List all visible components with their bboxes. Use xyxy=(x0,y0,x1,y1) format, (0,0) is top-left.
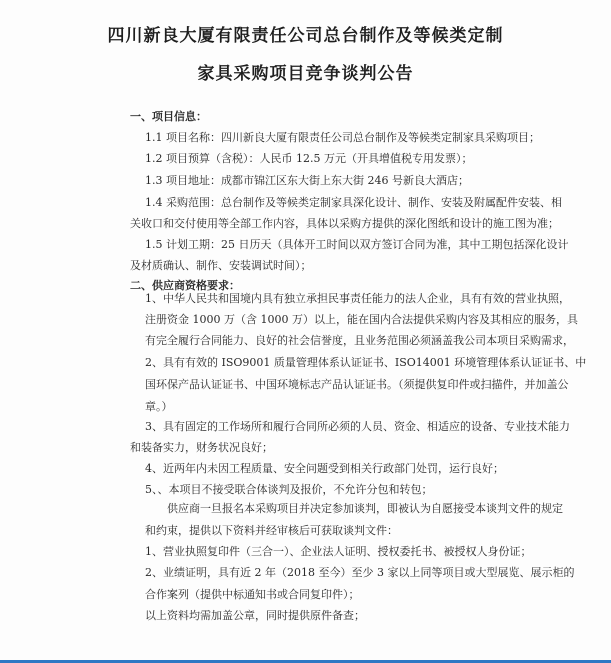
text-line: 5、、本项目不接受联合体谈判及报价，不允许分包和转包； xyxy=(145,483,433,496)
section-heading-project-info: 一、项目信息： xyxy=(130,110,207,123)
text-line: 1、中华人民共和国境内具有独立承担民事责任能力的法人企业，具有有效的营业执照， xyxy=(145,292,570,305)
text-line: 以上资料均需加盖公章，同时提供原件备查； xyxy=(145,609,365,622)
text-line: 4、近两年内未因工程质量、安全问题受到相关行政部门处罚，运行良好； xyxy=(145,462,504,475)
text-line: 国环保产品认证证书、中国环境标志产品认证证书。（须提供复印件或扫描件，并加盖公 xyxy=(145,378,569,391)
text-line: 1.1 项目名称：四川新良大厦有限责任公司总台制作及等候类定制家具采购项目； xyxy=(145,131,540,144)
text-line: 有完全履行合同能力、良好的社会信誉度，且业务范围必须涵盖我公司本项目采购需求， xyxy=(145,334,574,347)
text-line: 1.5 计划工期：25 日历天（具体开工时间以双方签订合同为准，其中工期包括深化设计 xyxy=(145,238,569,251)
text-line: 2、业绩证明，具有近 2 年（2018 至今）至少 3 家以上同等项目或大型展览、展示柜的 xyxy=(145,566,575,579)
text-line: 及材质确认、制作、安装调试时间）； xyxy=(130,259,312,272)
document-title-line1: 四川新良大厦有限责任公司总台制作及等候类定制 xyxy=(107,26,504,46)
text-line: 1.4 采购范围：总台制作及等候类定制家具深化设计、制作、安装及附属配件安装、相 xyxy=(145,196,562,209)
text-line: 1.3 项目地址：成都市锦江区东大街上东大街 246 号新良大酒店； xyxy=(145,174,469,187)
text-line: 章。） xyxy=(145,400,173,413)
text-line: 合作案列（提供中标通知书或合同复印件）； xyxy=(145,588,360,601)
text-line: 1.2 项目预算（含税）：人民币 12.5 万元（开具增值税专用发票）； xyxy=(145,152,473,165)
text-line: 3、具有固定的工作场所和履行合同所必须的人员、资金、相适应的设备、专业技术能力 xyxy=(145,420,570,433)
section-heading-supplier-requirements: 二、供应商资格要求： xyxy=(130,279,240,292)
text-line: 关收口和交付使用等全部工作内容，具体以采购方提供的深化图纸和设计的施工图为准； xyxy=(130,217,559,230)
text-line: 2、具有有效的 ISO9001 质量管理体系认证证书、ISO14001 环境管理体系认证证书、中 xyxy=(145,356,587,369)
text-line: 供应商一旦报名本采购项目并决定参加谈判，即被认为自愿接受本谈判文件的规定 xyxy=(167,502,563,515)
text-line: 和装备实力，财务状况良好； xyxy=(130,441,273,454)
text-line: 注册资金 1000 万（含 1000 万）以上，能在国内合法提供采购内容及其相应的服务，具 xyxy=(145,313,578,326)
document-title-line2: 家具采购项目竞争谈判公告 xyxy=(197,64,414,84)
text-line: 1、营业执照复印件（三合一）、企业法人证明、授权委托书、被授权人身份证； xyxy=(145,545,532,558)
text-line: 和约束，提供以下资料并经审核后可获取谈判文件： xyxy=(145,524,398,537)
